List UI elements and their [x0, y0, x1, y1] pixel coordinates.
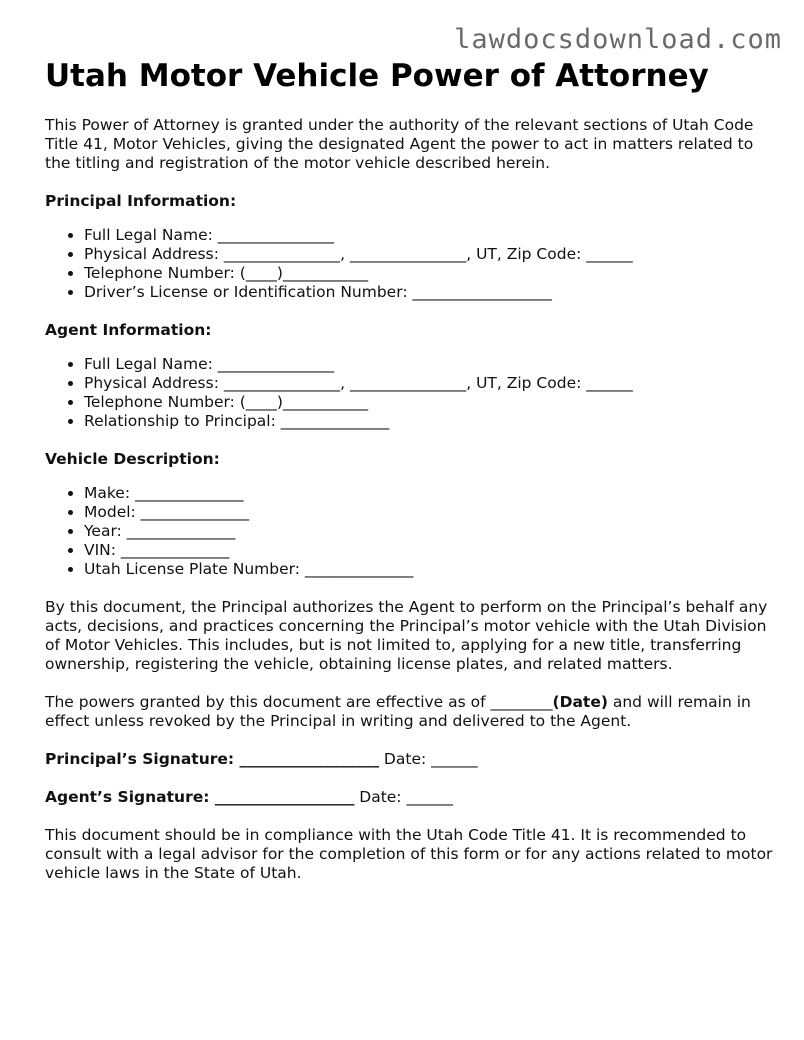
effective-suffix: and will remain in effect unless revoked by the Principal in writing and delivered to the Agent.: [45, 693, 751, 730]
principal-heading: Principal Information:: [45, 192, 237, 210]
principal-list: [45, 226, 775, 302]
principal-signature-date: Date: ______: [379, 750, 478, 768]
effective-prefix: The powers granted by this document are effective as of ________: [45, 693, 553, 711]
vehicle-vin: • VIN: ______________: [84, 541, 775, 560]
vehicle-model: • Model: ______________: [84, 503, 775, 522]
principal-signature-label: Principal’s Signature: __________________: [45, 750, 379, 768]
principal-address: • Physical Address: _______________, _______________, UT, Zip Code: ______: [84, 245, 775, 264]
principal-phone: • Telephone Number: (____)___________: [84, 264, 775, 283]
document-title: Utah Motor Vehicle Power of Attorney: [45, 58, 709, 94]
intro-paragraph: This Power of Attorney is granted under the authority of the relevant sections of Utah Code Title 41, Motor Vehicles, giving the designated Agent the power to act in matters related to the titling and registration of the motor vehicle described herein.: [45, 116, 754, 172]
agent-signature-line: [45, 788, 775, 807]
vehicle-list: [45, 484, 775, 579]
agent-full-name: • Full Legal Name: _______________: [84, 355, 775, 374]
effective-paragraph: [45, 693, 775, 731]
agent-heading: Agent Information:: [45, 321, 212, 339]
principal-signature-line: [45, 750, 775, 769]
authorization-paragraph: By this document, the Principal authorizes the Agent to perform on the Principal’s behalf any acts, decisions, and practices concerning the Principal’s motor vehicle with the Utah Division of Motor Vehicles. This includes, but is not limited to, applying for a new title, transferring ownership, registering the vehicle, obtaining license plates, and related matters.: [45, 598, 768, 673]
document-body: [45, 56, 775, 883]
compliance-paragraph: This document should be in compliance with the Utah Code Title 41. It is recommended to consult with a legal advisor for the completion of this form or for any actions related to motor vehicle laws in the State of Utah.: [45, 826, 773, 882]
vehicle-make: • Make: ______________: [84, 484, 775, 503]
effective-date-label: (Date): [552, 693, 608, 711]
principal-full-name: • Full Legal Name: _______________: [84, 226, 775, 245]
principal-license: • Driver’s License or Identification Number: __________________: [84, 283, 775, 302]
agent-relationship: • Relationship to Principal: ______________: [84, 412, 775, 431]
vehicle-heading: Vehicle Description:: [45, 450, 220, 468]
agent-address: • Physical Address: _______________, _______________, UT, Zip Code: ______: [84, 374, 775, 393]
agent-signature-date: Date: ______: [354, 788, 453, 806]
agent-list: [45, 355, 775, 431]
agent-phone: • Telephone Number: (____)___________: [84, 393, 775, 412]
vehicle-plate: • Utah License Plate Number: ______________: [84, 560, 775, 579]
vehicle-year: • Year: ______________: [84, 522, 775, 541]
agent-signature-label: Agent’s Signature: __________________: [45, 788, 355, 806]
watermark: lawdocsdownload.com: [454, 24, 782, 55]
